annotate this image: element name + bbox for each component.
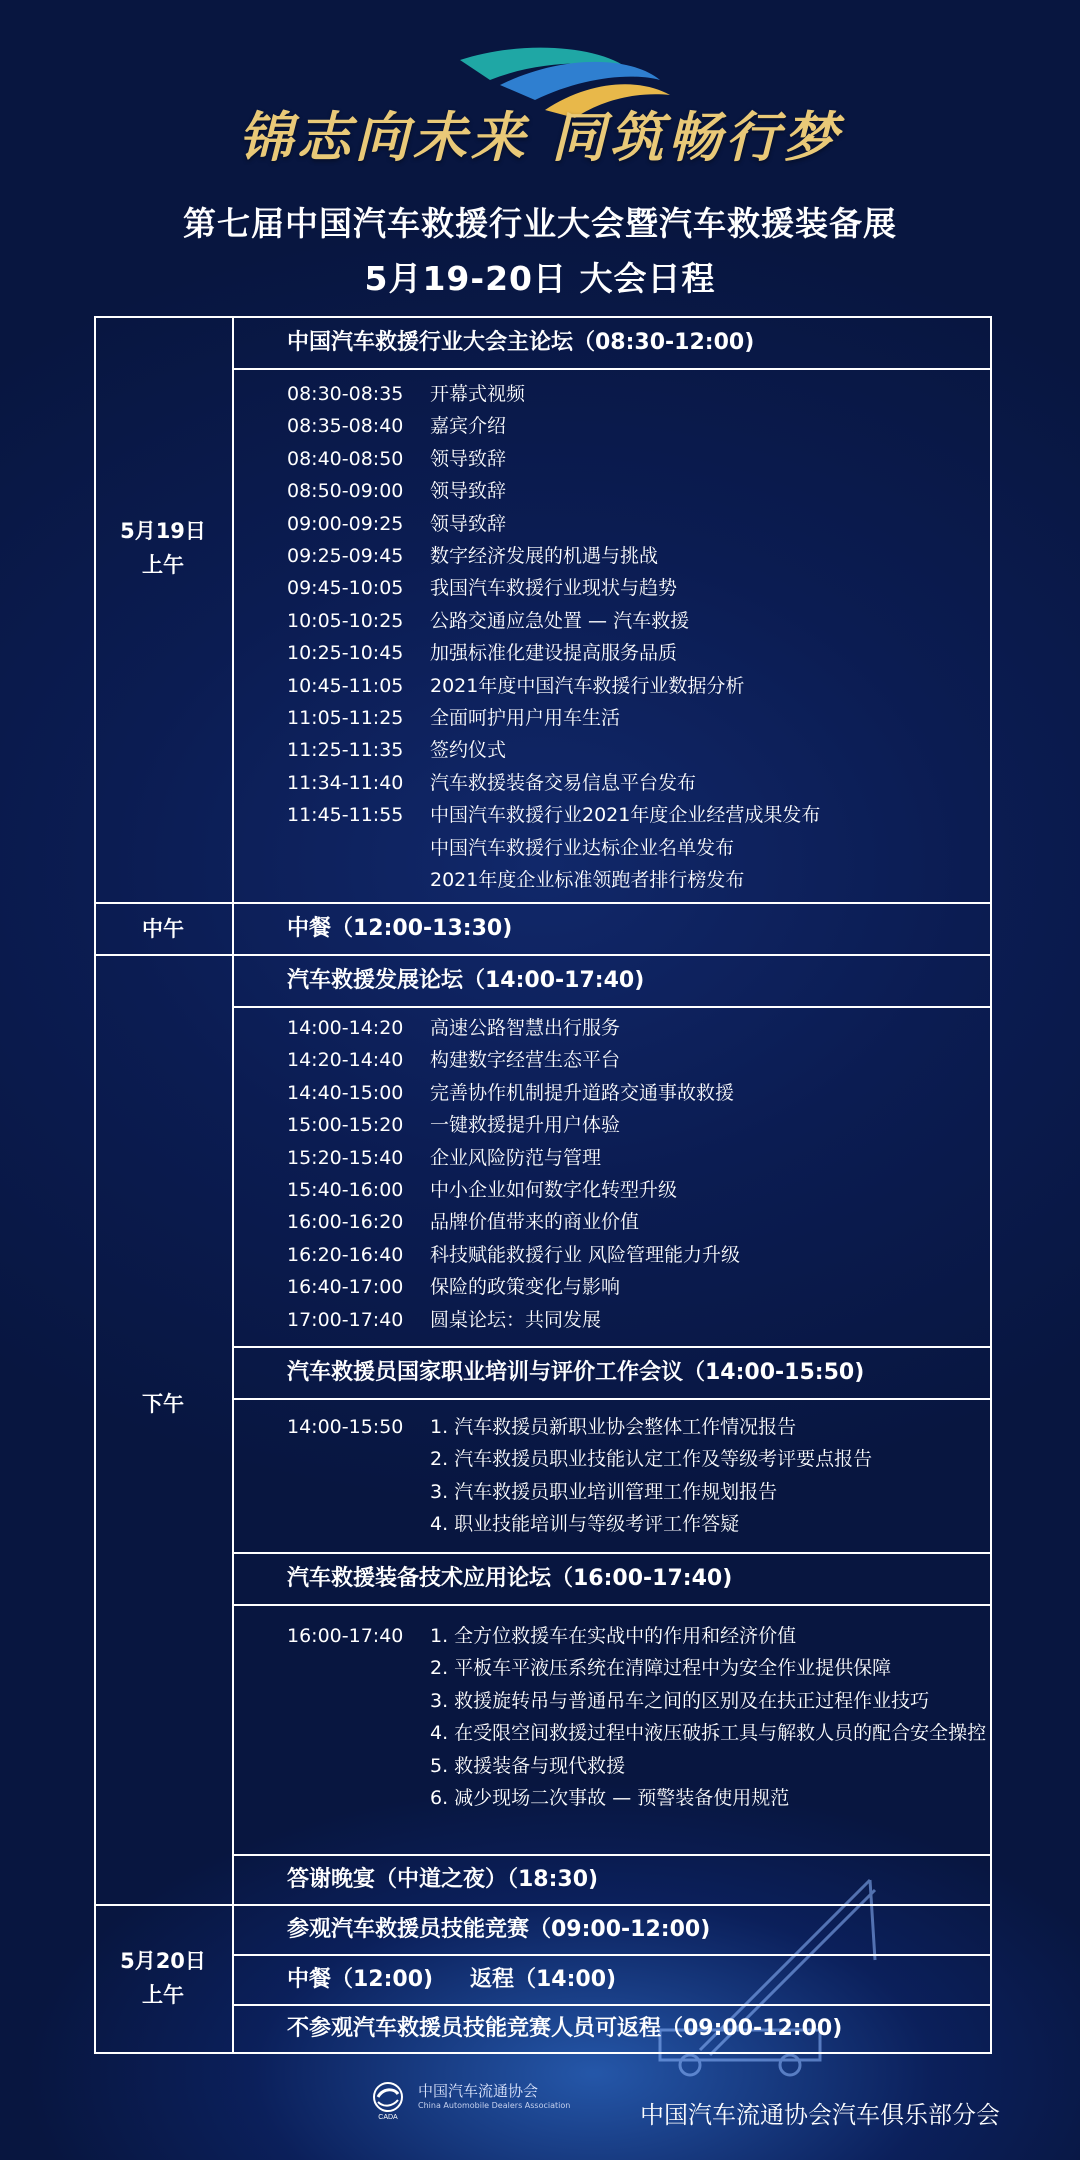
dev-forum-heading: 汽车救援发展论坛（14:00-17:40): [287, 968, 645, 993]
footer-club-name: 中国汽车流通协会汽车俱乐部分会: [640, 2101, 1000, 2129]
row-time: 11:45-11:55: [287, 804, 404, 827]
row-item: 数字经济发展的机遇与挑战: [430, 545, 659, 568]
list-item: [287, 378, 820, 410]
day2-visit-heading: 参观汽车救援员技能竞赛（09:00-12:00): [287, 1917, 711, 1942]
list-item: [287, 508, 820, 540]
row-item: 3. 汽车救援员职业培训管理工作规划报告: [430, 1480, 778, 1503]
row-time: 08:50-09:00: [287, 480, 404, 503]
training-meeting-list: [287, 1411, 872, 1541]
list-item: [287, 734, 820, 766]
row-item: 加强标准化建设提高服务品质: [430, 642, 678, 665]
row-time: 14:20-14:40: [287, 1049, 404, 1072]
row-time: 08:35-08:40: [287, 415, 404, 438]
period-label-pm: 下午: [142, 1392, 184, 1416]
row-time: 09:00-09:25: [287, 512, 404, 535]
row-item: 领导致辞: [430, 512, 507, 535]
period-label-may19-am: 5月19日 上午: [120, 519, 206, 577]
list-item: [287, 572, 820, 604]
cada-logo-icon: [368, 2080, 408, 2120]
row-item: 开幕式视频: [430, 383, 526, 405]
list-item: [287, 1012, 740, 1044]
row-time: 11:34-11:40: [287, 771, 404, 794]
main-forum-heading: 中国汽车救援行业大会主论坛（08:30-12:00): [287, 330, 755, 355]
row-time: 16:00-17:40: [287, 1625, 404, 1647]
list-item: [287, 702, 820, 734]
list-item: [287, 540, 820, 572]
list-item: [287, 637, 820, 669]
list-item: [287, 1750, 1010, 1782]
equipment-forum-heading: 汽车救援装备技术应用论坛（16:00-17:40): [287, 1566, 733, 1591]
list-item: [287, 443, 820, 475]
footer-association-cn: 中国汽车流通协会: [418, 2082, 539, 2100]
row-time: 14:00-15:50: [287, 1416, 404, 1438]
row-time: 10:45-11:05: [287, 674, 404, 697]
row-time: 11:25-11:35: [287, 739, 404, 762]
row-item: 汽车救援装备交易信息平台发布: [430, 771, 697, 794]
row-time: 16:00-16:20: [287, 1211, 404, 1234]
day2-lunch-heading: 中餐（12:00): [287, 1967, 434, 1992]
list-item: [287, 670, 820, 702]
row-item: 5. 救援装备与现代救援: [430, 1754, 626, 1777]
period-cell-may19-am: [94, 316, 234, 904]
page-title: 第七届中国汽车救援行业大会暨汽车救援装备展: [183, 204, 897, 243]
row-item: 2021年度中国汽车救援行业数据分析: [430, 674, 745, 697]
period-label-noon: 中午: [142, 917, 184, 941]
row-item: 2. 平板车平液压系统在清障过程中为安全作业提供保障: [430, 1657, 892, 1680]
training-meeting-heading: 汽车救援员国家职业培训与评价工作会议（14:00-15:50): [287, 1360, 865, 1385]
list-item: [287, 864, 820, 896]
row-item: 领导致辞: [430, 480, 507, 503]
row-item: 2021年度企业标准领跑者排行榜发布: [430, 869, 745, 892]
row-time: 10:25-10:45: [287, 642, 404, 665]
list-item: [287, 1685, 1010, 1717]
row-time: 15:20-15:40: [287, 1146, 404, 1169]
dev-forum-list: [287, 1012, 740, 1336]
list-item: [287, 1717, 1010, 1749]
slogan: 锦志向未来 同筑畅行梦: [238, 105, 842, 169]
list-item: [287, 1271, 740, 1303]
row-time: 15:00-15:20: [287, 1114, 404, 1137]
row-item: 签约仪式: [430, 739, 507, 762]
row-item: 我国汽车救援行业现状与趋势: [430, 577, 678, 600]
row-time: 16:40-17:00: [287, 1276, 404, 1299]
list-item: [287, 1620, 1010, 1652]
list-item: [287, 1044, 740, 1076]
row-item: 中小企业如何数字化转型升级: [430, 1179, 678, 1202]
footer-association-en: China Automobile Dealers Association: [418, 2101, 571, 2110]
footer-association: [418, 2082, 570, 2112]
row-item: 品牌价值带来的商业价值: [430, 1211, 640, 1234]
equipment-forum-list: [287, 1620, 1010, 1814]
row-time: 17:00-17:40: [287, 1308, 404, 1331]
row-item: 构建数字经营生态平台: [430, 1049, 621, 1072]
list-item: [287, 410, 820, 442]
list-item: [287, 1304, 740, 1336]
cada-logo-text: CADA: [378, 2114, 398, 2120]
list-item: [287, 1174, 740, 1206]
row-item: 中国汽车救援行业达标企业名单发布: [430, 836, 735, 859]
row-time: 09:25-09:45: [287, 545, 404, 568]
row-item: 2. 汽车救援员职业技能认定工作及等级考评要点报告: [430, 1448, 873, 1471]
main-forum-list: [287, 378, 820, 897]
row-time: 10:05-10:25: [287, 609, 404, 632]
row-time: 08:30-08:35: [287, 383, 404, 405]
row-time: [287, 832, 430, 864]
lunch-heading: 中餐（12:00-13:30): [287, 916, 513, 941]
row-item: 全面呵护用户用车生活: [430, 707, 621, 730]
list-item: [287, 1782, 1010, 1814]
period-cell-pm: [94, 954, 234, 1906]
row-time: 14:00-14:20: [287, 1017, 404, 1039]
row-item: 1. 全方位救援车在实战中的作用和经济价值: [430, 1625, 797, 1647]
list-item: [287, 767, 820, 799]
row-time: 11:05-11:25: [287, 707, 404, 730]
row-item: 6. 减少现场二次事故 — 预警装备使用规范: [430, 1787, 790, 1810]
row-item: 4. 职业技能培训与等级考评工作答疑: [430, 1513, 740, 1536]
list-item: [287, 1476, 872, 1508]
list-item: [287, 1443, 872, 1475]
list-item: [287, 605, 820, 637]
row-item: 一键救援提升用户体验: [430, 1114, 621, 1137]
row-item: 1. 汽车救援员新职业协会整体工作情况报告: [430, 1416, 797, 1438]
row-time: [287, 864, 430, 896]
list-item: [287, 799, 820, 831]
row-item: 企业风险防范与管理: [430, 1146, 602, 1169]
row-item: 科技赋能救援行业 风险管理能力升级: [430, 1243, 741, 1266]
row-time: 15:40-16:00: [287, 1179, 404, 1202]
row-item: 嘉宾介绍: [430, 415, 507, 438]
row-item: 公路交通应急处置 — 汽车救援: [430, 609, 690, 632]
row-item: 中国汽车救援行业2021年度企业经营成果发布: [430, 804, 821, 827]
row-time: 14:40-15:00: [287, 1081, 404, 1104]
page-subtitle: 5月19-20日 大会日程: [364, 259, 716, 298]
row-item: 圆桌论坛：共同发展: [430, 1308, 602, 1331]
row-item: 4. 在受限空间救援过程中液压破拆工具与解救人员的配合安全操控: [430, 1722, 987, 1745]
period-label-may20-am: 5月20日 上午: [120, 1949, 206, 2007]
row-item: 高速公路智慧出行服务: [430, 1017, 621, 1039]
list-item: [287, 1652, 1010, 1684]
list-item: [287, 1239, 740, 1271]
row-item: 完善协作机制提升道路交通事故救援: [430, 1081, 735, 1104]
row-time: 08:40-08:50: [287, 447, 404, 470]
row-item: 领导致辞: [430, 447, 507, 470]
row-time: 09:45-10:05: [287, 577, 404, 600]
row-item: 3. 救援旋转吊与普通吊车之间的区别及在扶正过程作业技巧: [430, 1689, 930, 1712]
list-item: [287, 1109, 740, 1141]
list-item: [287, 1411, 872, 1443]
day2-return-heading: 返程（14:00): [470, 1967, 617, 1992]
row-time: 16:20-16:40: [287, 1243, 404, 1266]
list-item: [287, 832, 820, 864]
day2-other-heading: 不参观汽车救援员技能竞赛人员可返程（09:00-12:00): [287, 2016, 843, 2041]
row-item: 保险的政策变化与影响: [430, 1276, 621, 1299]
list-item: [287, 1077, 740, 1109]
list-item: [287, 1206, 740, 1238]
list-item: [287, 1508, 872, 1540]
list-item: [287, 475, 820, 507]
banquet-heading: 答谢晚宴（中道之夜）（18:30): [287, 1867, 599, 1892]
list-item: [287, 1142, 740, 1174]
